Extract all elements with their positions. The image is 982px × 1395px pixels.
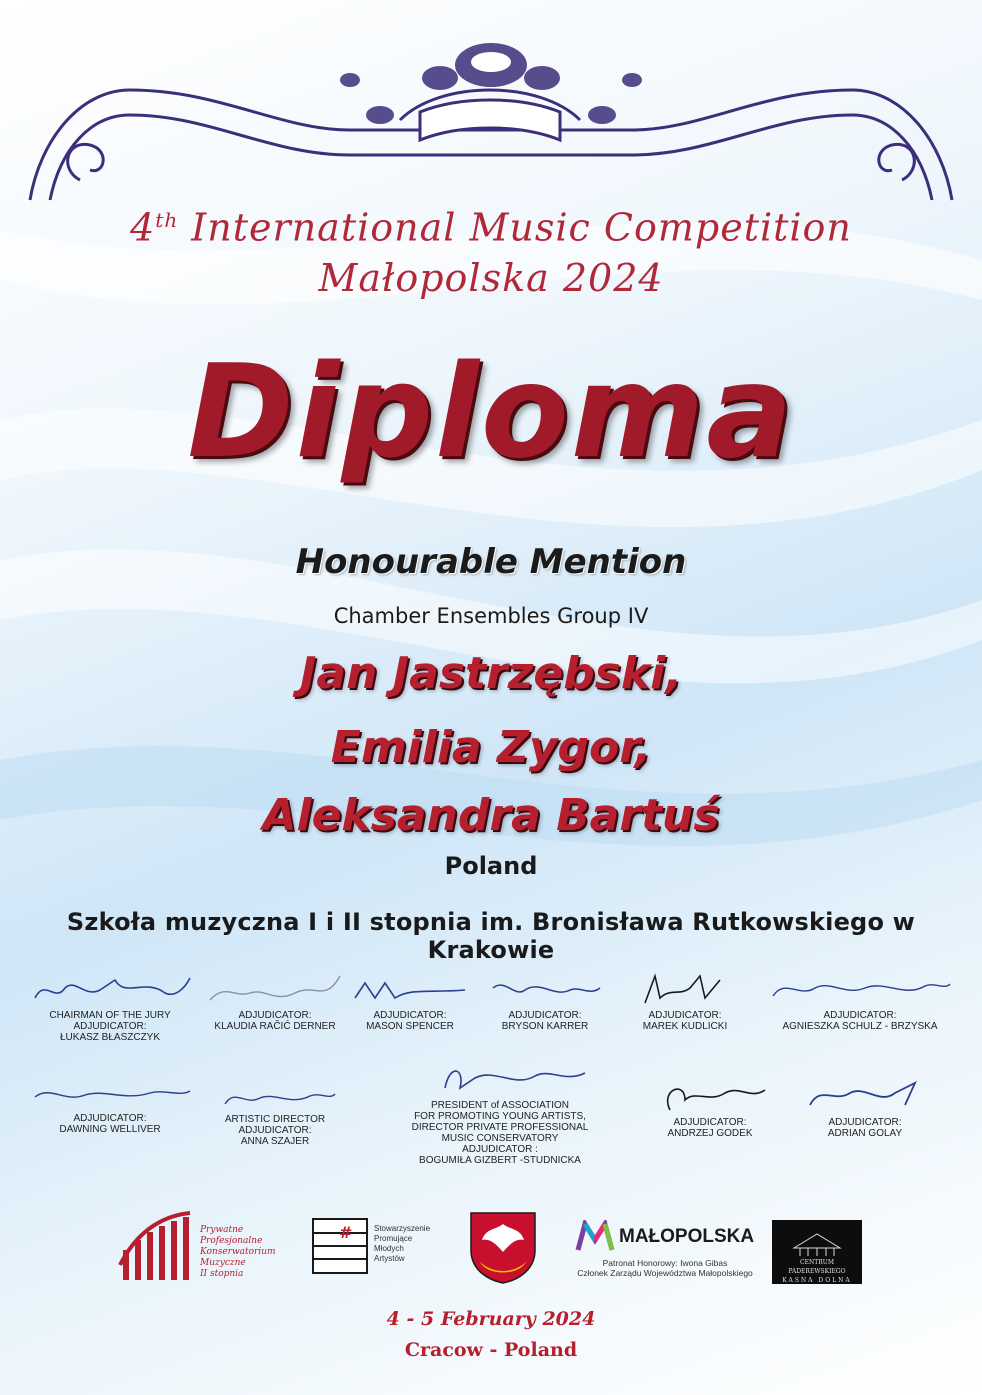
competition-title-line1: International Music Competition: [191, 205, 852, 250]
malopolska-label: MAŁOPOLSKA: [619, 1226, 755, 1247]
malopolska-m-icon: [575, 1220, 615, 1252]
signature-block: ADJUDICATOR: KLAUDIA RAČIĆ DERNER: [200, 968, 350, 1032]
competition-title-line2: Małopolska 2024: [318, 255, 664, 300]
diploma-heading: Diploma: [187, 338, 795, 487]
signature-graphic: [25, 968, 195, 1008]
category-label: Chamber Ensembles Group IV: [333, 604, 649, 628]
signature-block: ADJUDICATOR: MASON SPENCER: [345, 968, 475, 1032]
coat-of-arms-logo: [468, 1210, 538, 1285]
event-place: Cracow - Poland: [404, 1339, 578, 1361]
signature-block: CHAIRMAN OF THE JURY ADJUDICATOR: ŁUKASZ BŁASZCZYK: [20, 968, 200, 1043]
association-logo: # Stowarzyszenie Promujące Młodych Artystów: [312, 1218, 442, 1278]
signature-graphic: [350, 968, 470, 1008]
signature-graphic: [795, 1075, 935, 1115]
signature-block: PRESIDENT of ASSOCIATION FOR PROMOTING YOUNG ARTISTS, DIRECTOR PRIVATE PROFESSIONAL MUSIC CONSERVATORY ADJUDICATOR : BOGUMIŁA GIZBERT -STUDNICKA: [400, 1058, 600, 1166]
signature-graphic: [625, 968, 745, 1008]
signature-graphic: [645, 1075, 775, 1115]
signature-graphic: [765, 968, 955, 1008]
event-date: 4 - 5 February 2024: [386, 1308, 596, 1330]
competition-ordinal: 4: [130, 205, 156, 250]
staff-icon: [312, 1218, 368, 1274]
signature-graphic: [485, 968, 605, 1008]
piano-keys-icon: [115, 1205, 195, 1285]
conservatory-logo: Prywatne Profesjonalne Konserwatorium Muzyczne II stopnia: [115, 1205, 295, 1285]
signature-block: ADJUDICATOR: ANDRZEJ GODEK: [640, 1075, 780, 1139]
recipient-name-1: Jan Jastrzębski,: [300, 648, 682, 699]
recipient-name-3: Aleksandra Bartuś: [262, 790, 720, 841]
school-name: Szkoła muzyczna I i II stopnia im. Bronisława Rutkowskiego w Krakowie: [66, 908, 916, 964]
signature-graphic: [205, 968, 345, 1008]
competition-title: [0, 195, 982, 303]
signature-block: ADJUDICATOR: DAWNING WELLIVER: [20, 1075, 200, 1135]
paderewski-centre-logo: CENTRUM PADEREWSKIEGO KASNA DOLNA: [772, 1220, 862, 1284]
shield-icon: [468, 1210, 538, 1285]
recipient-name-2: Emilia Zygor,: [330, 722, 652, 773]
decorative-ornament: [20, 20, 962, 220]
competition-ordinal-suffix: th: [155, 208, 179, 232]
signature-block: ADJUDICATOR: BRYSON KARRER: [480, 968, 610, 1032]
signature-block: ARTISTIC DIRECTOR ADJUDICATOR: ANNA SZAJER: [205, 1080, 345, 1147]
signature-block: ADJUDICATOR: ADRIAN GOLAY: [790, 1075, 940, 1139]
signature-graphic: [25, 1075, 195, 1111]
signature-graphic: [405, 1058, 595, 1098]
malopolska-logo: MAŁOPOLSKA Patronat Honorowy: Iwona Gibas Członek Zarządu Województwa Małopolskiego: [575, 1220, 755, 1290]
signature-block: ADJUDICATOR: AGNIESZKA SCHULZ - BRZYSKA: [760, 968, 960, 1032]
award-title: Honourable Mention: [295, 542, 687, 582]
country-label: Poland: [444, 852, 538, 880]
signature-block: ADJUDICATOR: MAREK KUDLICKI: [620, 968, 750, 1032]
svg-text:#: #: [339, 1223, 353, 1242]
signature-graphic: [210, 1080, 340, 1112]
